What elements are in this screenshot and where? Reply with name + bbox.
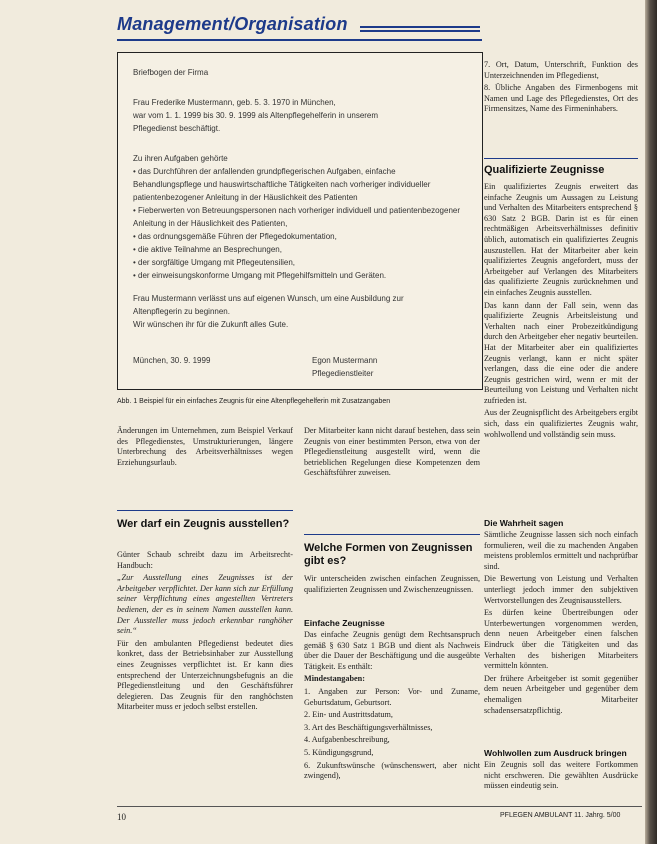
col3-item: 8. Übliche Angaben des Firmenbogens mit Namen und Lage des Pflegedienstes, Ort des Firmensitzes, Name des Firmeninhabers.	[484, 83, 638, 114]
section-title: Management/Organisation	[117, 14, 348, 34]
task-item: patientenbezogener Anleitung in der Häuslichkeit des Patienten	[133, 193, 358, 202]
col1-top-text	[117, 426, 293, 470]
col3-heading-rule	[484, 158, 638, 159]
heading-welche-formen: Welche Formen von Zeugnissen gibt es?	[304, 542, 473, 567]
task-item: Behandlungspflege und hauswirtschaftliche Tätigkeiten nach vorheriger individueller	[133, 180, 431, 189]
title-underline	[117, 39, 482, 41]
col2-einfach	[304, 630, 480, 784]
col3-top	[484, 60, 638, 117]
col2-top-paragraph: Der Mitarbeiter kann nicht darauf bestehen, dass sein Zeugnis von einer bestimmten Person, etwa von der Pflegedienstleitung ausgestellt wird, wenn die betrieblichen Regelungen diese Kompetenzen dem Geschäftsführer zuweisen.	[304, 426, 480, 478]
intro-line-1: Frau Frederike Mustermann, geb. 5. 3. 1970 in München,	[133, 98, 336, 107]
col1-paragraph: Für den ambulanten Pflegedienst bedeutet dies konkret, dass der Betriebsinhaber zur Ausstellung eines Zeugnisses verpflichtet ist. Er kann dies entsprechend der Unterzeichnungsbefugnis an die Pflegedienstleitung und den Geschäftsführer delegieren. Das Zeugnis für den ranghöchsten Mitarbeiter muss er jedoch selbst erstellen.	[117, 638, 293, 712]
tasks-heading: Zu ihren Aufgaben gehörte	[133, 154, 228, 163]
footer-rule	[117, 806, 642, 807]
col3-paragraph: Die Bewertung von Leistung und Verhalten unterliegt jedoch immer den subjektiven Wertvorstellungen des Zeugnisausstellers.	[484, 574, 638, 605]
col1-heading-rule	[117, 510, 293, 511]
col1-top-paragraph: Änderungen im Unternehmen, zum Beispiel Verkauf des Pflegedienstes, Umstrukturierungen, längere Unterbrechung des Arbeitsverhältnisses wegen Erziehungsurlaub.	[117, 426, 293, 467]
mindest-item: 2. Ein- und Austrittsdatum,	[304, 710, 393, 720]
subhead-einfache-zeugnisse: Einfache Zeugnisse	[304, 618, 385, 628]
subhead-wahrheit: Die Wahrheit sagen	[484, 518, 564, 528]
closing-line-1: Frau Mustermann verlässt uns auf eigenen Wunsch, um eine Ausbildung zur	[133, 294, 404, 303]
col3-paragraph: Das kann dann der Fall sein, wenn das qualifizierte Zeugnis Arbeitsleistung und Verhalten nach einer Probezeitkündigung durch den Arbeitgeber eher negativ beurteilen. Hat der Mitarbeiter aber ein qualifiziertes Zeugnis verlangt, kann er nicht später verlangen, dass die eine oder die andere Zeugnis gestrichen wird, wenn er mit der Beurteilung von Leistung und Verhalten nicht zufrieden ist.	[484, 300, 638, 405]
task-item: • Fieberwerten von Betreuungspersonen nach vorheriger individuell und patientenbezogener	[133, 206, 461, 215]
heading-wer-darf: Wer darf ein Zeugnis ausstellen?	[117, 518, 290, 530]
col2-intro-paragraph: Wir unterscheiden zwischen einfachen Zeugnissen, qualifizierten Zeugnissen und Zwischenzeugnissen.	[304, 574, 480, 594]
page-number: 10	[117, 812, 126, 822]
col2-heading-rule	[304, 534, 480, 535]
task-item: • die aktive Teilnahme an Besprechungen,	[133, 245, 282, 254]
subhead-wohlwollen: Wohlwollen zum Ausdruck bringen	[484, 748, 627, 758]
intro-line-2: war vom 1. 1. 1999 bis 30. 9. 1999 als Altenpflegehelferin in unserem	[133, 111, 379, 120]
task-item: • der einweisungskonforme Umgang mit Pflegehilfsmitteln und Geräten.	[133, 271, 387, 280]
col3-paragraph: Ein Zeugnis soll das weitere Fortkommen nicht erschweren. Die gewählten Ausdrücke müssen eindeutig sein.	[484, 760, 638, 791]
title-decoration-stripes	[360, 26, 480, 33]
col3-wohlwollen	[484, 760, 638, 794]
col3-wahrheit	[484, 530, 638, 718]
col2-einfach-paragraph: Das einfache Zeugnis genügt dem Rechtsanspruch gemäß § 630 Satz 1 BGB und dient als Nachweis über die Dauer der Beschäftigung und die ausgeübte Tätigkeit. Es enthält:	[304, 630, 480, 671]
footer-publication: PFLEGEN AMBULANT 11. Jahrg. 5/00	[500, 812, 621, 819]
col3-qualifiziert	[484, 182, 638, 442]
col3-paragraph: Ein qualifiziertes Zeugnis erweitert das einfache Zeugnis um Aussagen zu Leistung und Verhalten des Mitarbeiters entsprechend § 630 Satz 2 BGB. Darin ist es für einen rechtmäßigen Arbeitsverhältnisses definitiv üblich, automatisch ein qualifiziertes Zeugnis auszustellen. Hat der Mitarbeiter aber kein qualifiziertes Zeugnis angefordert, muss der Arbeitgeber auf Verlangen des Mitarbeiters das qualifizierte Zeugnis zurücknehmen und ein einfaches Zeugnis ausstellen.	[484, 182, 638, 297]
heading-qualifizierte: Qualifizierte Zeugnisse	[484, 164, 605, 176]
col3-paragraph: Es dürfen keine Übertreibungen oder Unterbewertungen vorgenommen werden, denn neuen Arbeitgeber einen falschen Eindruck über die Tätigkeiten und das Verhalten des bisherigen Mitarbeiters vermitteln könnten.	[484, 608, 638, 671]
col1-body	[117, 550, 293, 715]
tasks-list	[133, 165, 463, 282]
signature-name: Egon Mustermann	[312, 356, 378, 365]
figure-caption: Abb. 1 Beispiel für ein einfaches Zeugnis für eine Altenpflegehelferin mit Zusatzangaben	[117, 398, 391, 405]
intro-line-3: Pflegedienst beschäftigt.	[133, 124, 221, 133]
task-item: • der sorgfältige Umgang mit Pflegeutensilien,	[133, 258, 295, 267]
mindest-item: 6. Zukunftswünsche (wünschenswert, aber nicht zwingend),	[304, 760, 480, 781]
closing-line-2: Altenpflegerin zu beginnen.	[133, 307, 230, 316]
signature-role: Pflegedienstleiter	[312, 369, 374, 378]
col3-paragraph: Der frühere Arbeitgeber ist somit gegenüber dem neuen Arbeitgeber und gegenüber dem ehemaligen Mitarbeiter schadensersatzpflichtig.	[484, 673, 638, 715]
mindest-item: 4. Aufgabenbeschreibung,	[304, 735, 390, 745]
place-date: München, 30. 9. 1999	[133, 356, 211, 365]
closing-line-3: Wir wünschen ihr für die Zukunft alles Gute.	[133, 320, 289, 329]
col3-paragraph: Sämtliche Zeugnisse lassen sich noch einfach formulieren, weil die zu machenden Angaben meistens problemlos ermittelt und nachprüfbar sind.	[484, 530, 638, 571]
mindest-item: 5. Kündigungsgrund,	[304, 747, 374, 757]
col2-top-text	[304, 426, 480, 481]
col3-paragraph: Aus der Zeugnispflicht des Arbeitgebers ergibt sich, dass ein qualifiziertes Zeugnis wahr, wohlwollend und vollständig sein muss.	[484, 408, 638, 439]
col1-quote: „Zur Ausstellung eines Zeugnisses ist der Arbeitgeber verpflichtet. Der kann sich zur Erfüllung seiner Verpflichtung eines angestellten Vertreters bedienen, der es in seinem Namen ausstellen kann. Der Aussteller muss jedoch erkennbar ranghöher sein.“	[117, 573, 293, 636]
mindestangaben-heading: Mindestangaben:	[304, 674, 365, 684]
page-fold-edge	[645, 0, 657, 844]
letterhead-label: Briefbogen der Firma	[133, 68, 209, 77]
col3-item: 7. Ort, Datum, Unterschrift, Funktion des Unterzeichnenden im Pflegedienst,	[484, 60, 638, 80]
mindest-item: 1. Angaben zur Person: Vor- und Zuname, Geburtsdatum, Geburtsort.	[304, 686, 480, 707]
col2-intro	[304, 574, 480, 597]
task-item: • das Durchführen der anfallenden grundpflegerischen Aufgaben, einfache	[133, 167, 396, 176]
task-item: • das ordnungsgemäße Führen der Pflegedokumentation,	[133, 232, 337, 241]
col1-paragraph: Günter Schaub schreibt dazu im Arbeitsrecht-Handbuch:	[117, 550, 293, 570]
mindest-item: 3. Art des Beschäftigungsverhältnisses,	[304, 722, 433, 732]
task-item: Anleitung in der Häuslichkeit des Patienten,	[133, 219, 288, 228]
